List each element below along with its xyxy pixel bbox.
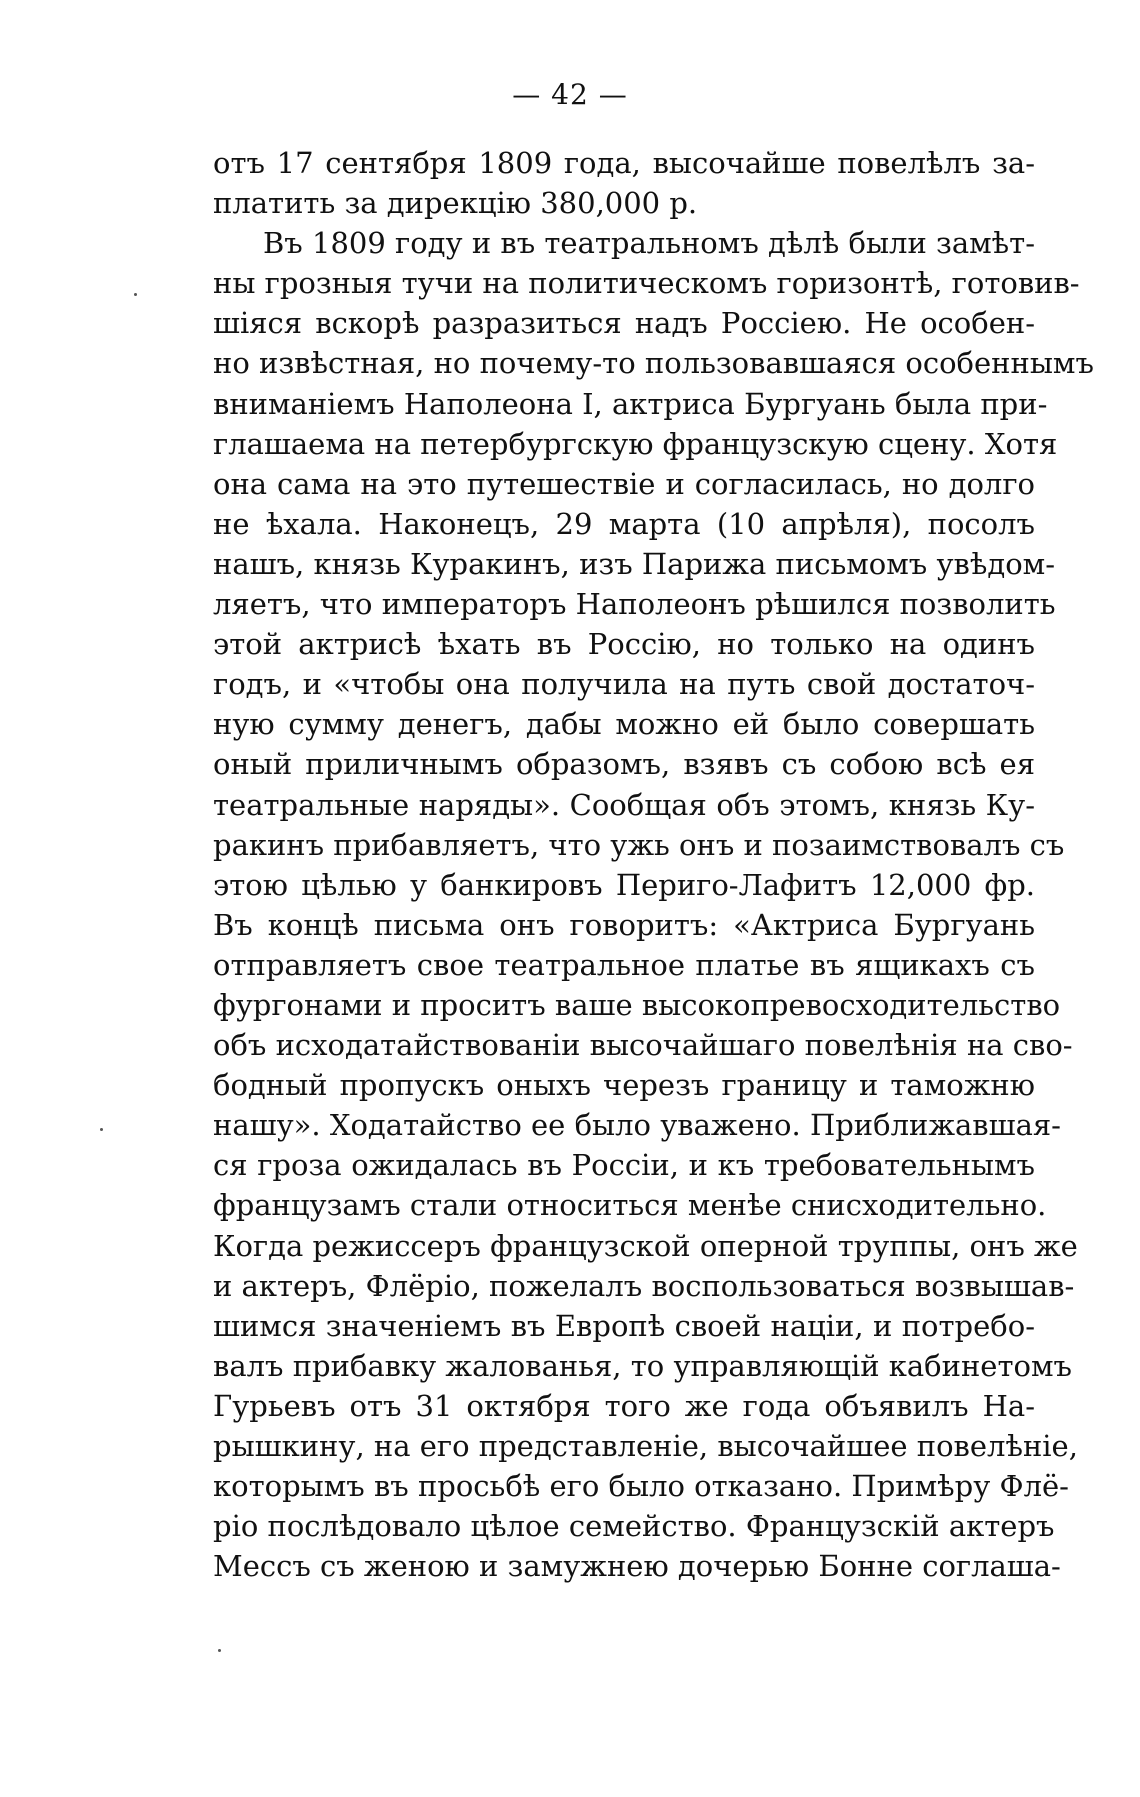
- text-line: и актеръ, Флёріо, пожелалъ воспользоваться возвышав-: [213, 1268, 1075, 1303]
- text-line: валъ прибавку жалованья, то управляющій кабинетомъ: [213, 1348, 1072, 1383]
- text-line: платить за дирекцію 380,000 р.: [213, 186, 698, 221]
- text-line: рышкину, на его представленіе, высочайшее повелѣніе,: [213, 1429, 1078, 1463]
- text-line: шіяся вскорѣ разразиться надъ Россіею. Не особен-: [213, 306, 1035, 341]
- text-line: которымъ въ просьбѣ его было отказано. Примѣру Флё-: [213, 1469, 1069, 1504]
- text-line: ны грозныя тучи на политическомъ горизонтѣ, готовив-: [213, 266, 1080, 301]
- text-line: она сама на это путешествіе и согласилась, но долго: [213, 466, 1035, 501]
- text-line: этою цѣлью у банкировъ Периго-Лафитъ 12,000 фр.: [213, 867, 1035, 902]
- scan-speck: [134, 293, 137, 296]
- text-line: ляетъ, что императоръ Наполеонъ рѣшился позволить: [213, 587, 1056, 622]
- text-line: Въ концѣ письма онъ говоритъ: «Актриса Бургуань: [213, 907, 1035, 942]
- text-line: нашу». Ходатайство ее было уважено. Приближавшая-: [213, 1108, 1061, 1143]
- text-line: оный приличнымъ образомъ, взявъ съ собою всѣ ея: [213, 747, 1035, 782]
- scan-speck: [218, 1649, 221, 1652]
- text-line: шимся значеніемъ въ Европѣ своей націи, и потребо-: [213, 1308, 1035, 1343]
- scan-speck: [100, 1128, 103, 1131]
- page-number: — 42 —: [512, 78, 628, 111]
- text-line: Въ 1809 году и въ театральномъ дѣлѣ были замѣт-: [263, 226, 1035, 261]
- text-line: ракинъ прибавляетъ, что ужь онъ и позаимствовалъ съ: [213, 827, 1065, 862]
- text-line: отъ 17 сентября 1809 года, высочайше повелѣлъ за-: [213, 146, 1035, 180]
- text-line: ріо послѣдовало цѣлое семейство. Французскій актеръ: [213, 1509, 1055, 1544]
- text-line: нашъ, князь Куракинъ, изъ Парижа письмомъ увѣдом-: [213, 546, 1056, 581]
- text-line: ную сумму денегъ, дабы можно ей было совершать: [213, 707, 1035, 742]
- text-line: не ѣхала. Наконецъ, 29 марта (10 апрѣля), посолъ: [213, 506, 1035, 541]
- text-line: Гурьевъ отъ 31 октября того же года объявилъ На-: [213, 1388, 1035, 1423]
- text-line: театральные наряды». Сообщая объ этомъ, князь Ку-: [213, 787, 1035, 822]
- text-line: этой актрисѣ ѣхать въ Россію, но только на одинъ: [213, 627, 1035, 662]
- body-text: [213, 143, 1094, 1586]
- text-line: фургонами и проситъ ваше высокопревосходительство: [213, 987, 1061, 1022]
- text-line: вниманіемъ Наполеона I, актриса Бургуань была при-: [213, 386, 1048, 421]
- text-line: бодный пропускъ оныхъ черезъ границу и таможню: [213, 1068, 1035, 1103]
- text-line: глашаема на петербургскую французскую сцену. Хотя: [213, 426, 1058, 461]
- text-line: отправляетъ свое театральное платье въ ящикахъ съ: [213, 947, 1035, 982]
- text-line: но извѣстная, но почему-то пользовавшаяся особеннымъ: [213, 346, 1094, 381]
- text-line: французамъ стали относиться менѣе снисходительно.: [213, 1188, 1047, 1223]
- text-line: Мессъ съ женою и замужнею дочерью Бонне соглаша-: [213, 1549, 1061, 1584]
- text-line: годъ, и «чтобы она получила на путь свой достаточ-: [213, 667, 1035, 702]
- text-line: объ исходатайствованіи высочайшаго повелѣнія на сво-: [213, 1028, 1073, 1063]
- text-line: ся гроза ожидалась въ Россіи, и къ требовательнымъ: [213, 1148, 1035, 1183]
- text-line: Когда режиссеръ французской оперной труппы, онъ же: [213, 1228, 1078, 1263]
